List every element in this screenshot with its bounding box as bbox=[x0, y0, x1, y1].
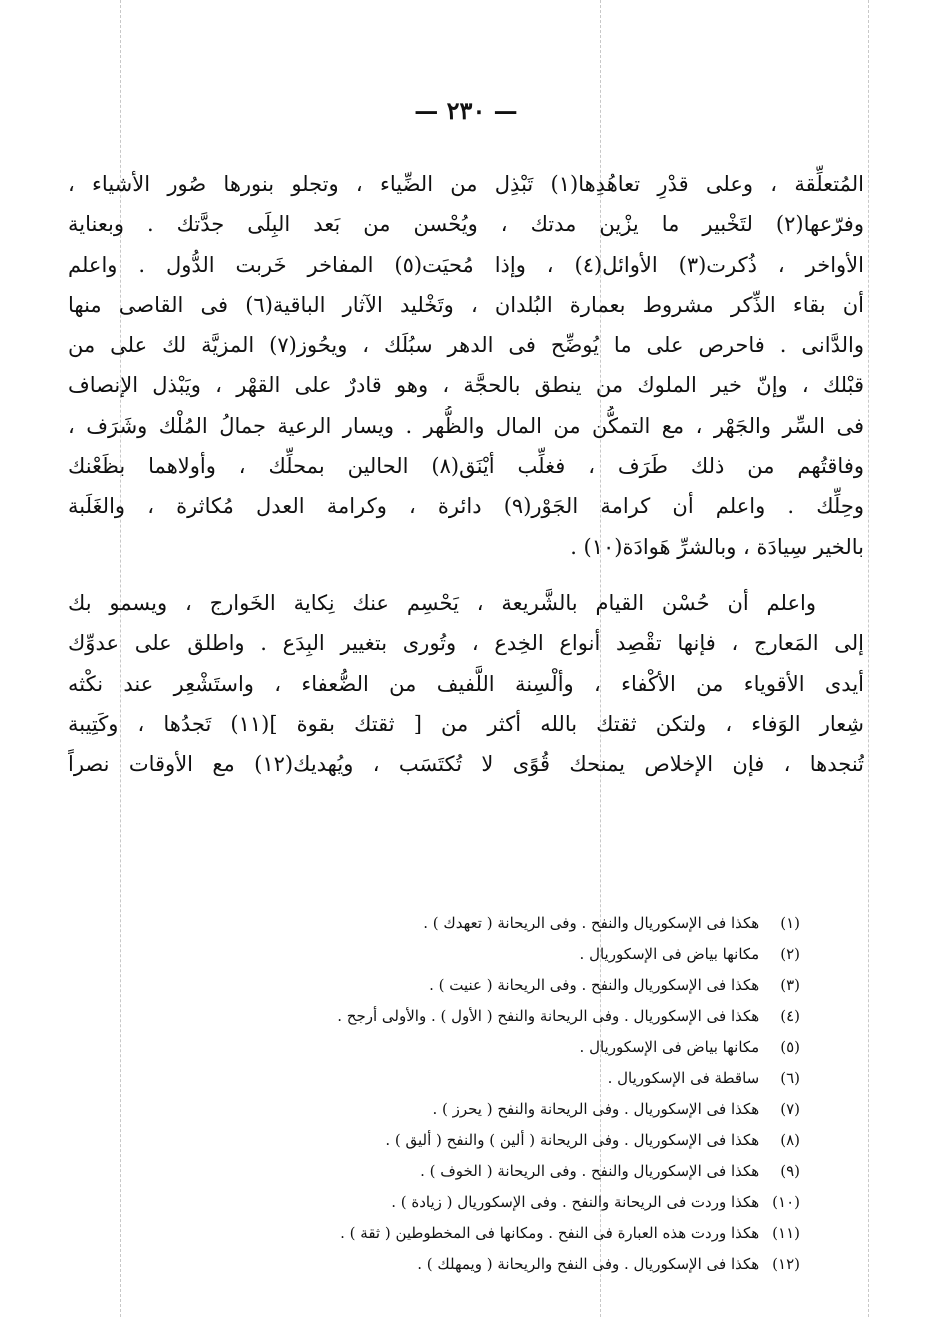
text-line: واعلم أن حُسْن القيام بالشَّريعة ، يَحْسِم عنك نِكاية الخَوارج ، ويسمو بك bbox=[68, 590, 816, 615]
footnote-number: (١٠) bbox=[772, 1193, 800, 1211]
footnote-text: هكذا وردت فى الريحانة والنفح . وفى الإسكوريال ( زيادة ) . bbox=[391, 1193, 760, 1211]
footnote-text: هكذا فى الإسكوريال . وفى الريحانة والنفح ( الأول ) . والأولى أرجح . bbox=[337, 1007, 760, 1025]
main-text bbox=[68, 164, 864, 784]
footnote bbox=[240, 1218, 800, 1249]
text-line: شِعار الوَفاء ، ولتكن ثقتك بالله أكثر من [ ثقتك بقوة ](١١) تَجدُها ، وكَتِيبة bbox=[68, 711, 864, 736]
text-line: قبْلك ، وإنّ خير الملوك من ينطق بالحجَّة ، وهو قادرٌ على القهْر ، ويَبْذل الإنصاف bbox=[68, 373, 864, 398]
footnote-text: هكذا فى الإسكوريال والنفح . وفى الريحانة ( تعهدك ) . bbox=[423, 914, 760, 932]
footnote-text: هكذا فى الإسكوريال . وفى النفح والريحانة ( ويمهلك ) . bbox=[417, 1255, 760, 1273]
text-line: وفرّعها(٢) لتَخْبير ما يزْين مدتك ، ويُحْسن من بَعد البِلَى جدَّتك . وبعناية bbox=[68, 212, 864, 237]
footnote-number: (٥) bbox=[780, 1038, 800, 1056]
footnote-text: هكذا فى الإسكوريال والنفح . وفى الريحانة ( عنيت ) . bbox=[429, 976, 760, 994]
footnote-number: (١٢) bbox=[772, 1255, 800, 1273]
footnote-number: (٢) bbox=[780, 945, 800, 963]
footnote bbox=[240, 939, 800, 970]
text-line: وحِلِّك . واعلم أن كرامة الجَوْر(٩) دائرة ، وكرامة العدل مُكاثرة ، والغَلَبة bbox=[68, 494, 864, 519]
text-line: إلى المَعارج ، فإنها تقْصِد أنواع الخِدع ، وتُورى بتغيير البِدَع . واطلق على عدوِّك bbox=[68, 631, 864, 656]
footnote-number: (٨) bbox=[780, 1131, 800, 1149]
footnote-number: (٧) bbox=[780, 1100, 800, 1118]
footnotes bbox=[240, 908, 800, 1280]
footnote-text: هكذا فى الإسكوريال والنفح . وفى الريحانة ( الخوف ) . bbox=[420, 1162, 760, 1180]
footnote bbox=[240, 1032, 800, 1063]
footnote bbox=[240, 1249, 800, 1280]
text-line: وفاقتُهم من ذلك طَرَف ، فغلِّب أيْنَق(٨) الحالين بمحلِّك ، وأولاهما بظَعْنك bbox=[68, 454, 864, 479]
text-line: فى السِّر والجَهْر ، مع التمكُّن من المال والظُّهر . ويسار الرعية جمالُ المُلْك وشَرَف ، bbox=[68, 413, 864, 438]
footnote-number: (٦) bbox=[780, 1069, 800, 1087]
footnote bbox=[240, 970, 800, 1001]
footnote-text: هكذا فى الإسكوريال . وفى الريحانة ( ألين ) والنفح ( أليق ) . bbox=[385, 1131, 760, 1149]
text-line: أن بقاء الذِّكر مشروط بعمارة البُلدان ، وتَخْليد الآثار الباقية(٦) فى القاصى منها bbox=[68, 292, 864, 317]
footnote-text: ساقطة فى الإسكوريال . bbox=[607, 1069, 760, 1087]
footnote-text: مكانها بياض فى الإسكوريال . bbox=[579, 1038, 760, 1056]
footnote-text: مكانها بياض فى الإسكوريال . bbox=[579, 945, 760, 963]
footnote bbox=[240, 1125, 800, 1156]
footnote bbox=[240, 908, 800, 939]
footnote-text: هكذا وردت هذه العبارة فى النفح . ومكانها فى المخطوطين ( ثقة ) . bbox=[340, 1224, 760, 1242]
scan-guide-line bbox=[868, 0, 869, 1317]
footnote bbox=[240, 1094, 800, 1125]
text-line: تُنجدها ، فإن الإخلاص يمنحك قُوًى لا تُكتَسَب ، ويُهديك(١٢) مع الأوقات نصراً bbox=[68, 752, 864, 777]
footnote bbox=[240, 1063, 800, 1094]
footnote-number: (٣) bbox=[780, 976, 800, 994]
footnote bbox=[240, 1001, 800, 1032]
text-line: الأواخر ، ذُكرت(٣) الأوائل(٤) ، وإذا مُحيَت(٥) المفاخر خَربت الدُّول . واعلم bbox=[68, 252, 864, 277]
footnote bbox=[240, 1187, 800, 1218]
footnote-number: (٤) bbox=[780, 1007, 800, 1025]
text-line: أيدى الأقوياء من الأكْفاء ، وألْسِنة اللَّفيف من الضُّعفاء ، واستَشْعِر عند نكْثه bbox=[68, 671, 864, 696]
text-line: بالخير سِيادَة ، وبالشرِّ هَوادَة(١٠) . bbox=[570, 534, 864, 559]
paragraph-gap bbox=[68, 567, 864, 583]
footnote-text: هكذا فى الإسكوريال . وفى الريحانة والنفح ( يحرز ) . bbox=[432, 1100, 760, 1118]
footnote-number: (١) bbox=[780, 914, 800, 932]
footnote-number: (١١) bbox=[772, 1224, 800, 1242]
page-number: — ٢٣٠ — bbox=[414, 96, 518, 125]
footnote-number: (٩) bbox=[780, 1162, 800, 1180]
text-line: والدَّانى . فاحرص على ما يُوضِّح فى الدهر سبُلَك ، ويحُوز(٧) المزيَّة لك على من bbox=[68, 333, 864, 358]
footnote bbox=[240, 1156, 800, 1187]
text-line: المُتعلِّقة ، وعلى قدْرِ تعاهُدِها(١) تَبْذِل من الضِّياء ، وتجلو بنورها صُور الأشياء ، bbox=[68, 172, 864, 196]
